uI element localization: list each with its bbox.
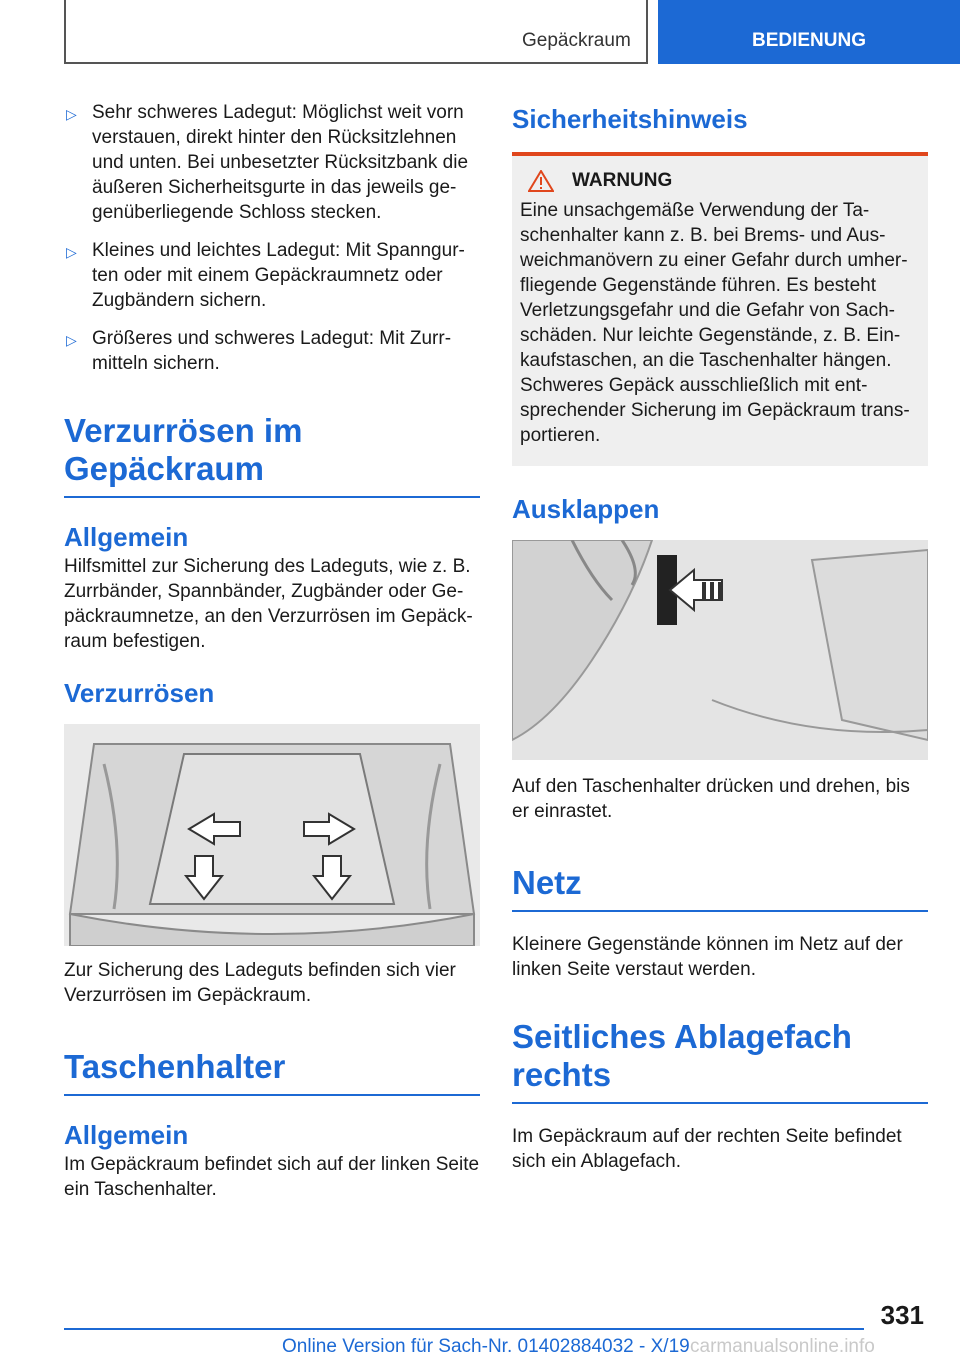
footer-divider: [64, 1328, 864, 1330]
warning-text: Eine unsachgemäße Verwendung der Ta‐ schenhalter kann z. B. bei Brems- und Aus‐ weichmanövern zu einer Gefahr durch umher‐ fliegende Gegenstände führen. Es besteht Verletzungsgefahr und die Gefahr von Sach‐ schäden. Nur leichte Gegenstände, z. B. Ein‐ kaufstaschen, an die Taschenhalter hängen. Schweres Gepäck ausschließlich mit ent‐ sprechender Sicherung im Gepäckraum trans‐ portieren.: [520, 200, 910, 446]
bullet-list: [64, 100, 480, 376]
heading-sicherheitshinweis: Sicherheitshinweis: [512, 104, 748, 134]
watermark: carmanualsonline.info: [690, 1336, 875, 1357]
right-column: [512, 100, 928, 1174]
paragraph-netz: Kleinere Gegenstände können im Netz auf der linken Seite verstaut werden.: [512, 934, 903, 980]
chapter-tab[interactable]: BEDIENUNG: [658, 0, 960, 64]
paragraph-ausklappen: Auf den Taschenhalter drücken und drehen, bis er einrastet.: [512, 776, 910, 822]
list-item: ▷ Sehr schweres Ladegut: Möglichst weit vorn verstauen, direkt hinter den Rücksitzlehnen und unten. Bei unbesetzter Rücksitzbank die äußeren Sicherheitsgurte in das jeweils ge‐ genüberliegende Schloss stecken.: [66, 102, 469, 223]
heading-allgemein-2: Allgemein: [64, 1120, 189, 1150]
triangle-bullet-icon: ▷: [66, 332, 77, 348]
warning-title: WARNUNG: [528, 170, 920, 192]
page-number: 331: [880, 1300, 924, 1330]
paragraph-ablagefach: Im Gepäckraum auf der rechten Seite befindet sich ein Ablagefach.: [512, 1126, 902, 1172]
left-column: [64, 100, 480, 1202]
heading-ablagefach: Seitliches Ablagefach rechts: [512, 1018, 928, 1104]
footer-online-version: Online Version für Sach-Nr. 01402884032 - X/19: [282, 1336, 690, 1357]
bag-hook-image: [512, 540, 928, 760]
triangle-bullet-icon: ▷: [66, 106, 77, 122]
heading-verzurroesen-sub: Verzurrösen: [64, 678, 215, 708]
section-title: Gepäckraum: [522, 30, 631, 51]
list-item: ▷ Größeres und schweres Ladegut: Mit Zurr‐ mitteln sichern.: [66, 328, 452, 374]
heading-verzurroesen: Verzurrösen im Gepäckraum: [64, 412, 480, 498]
triangle-bullet-icon: ▷: [66, 244, 77, 260]
heading-allgemein: Allgemein: [64, 522, 189, 552]
paragraph-verzurroesen: Zur Sicherung des Ladeguts befinden sich vier Verzurrösen im Gepäckraum.: [64, 960, 456, 1006]
paragraph-allgemein: Hilfsmittel zur Sicherung des Ladeguts, wie z. B. Zurrbänder, Spannbänder, Zugbänder oder Ge‐ päckraumnetze, an den Verzurrösen im Gepäck‐ raum befestigen.: [64, 556, 473, 652]
trunk-lashing-eyes-image: [64, 724, 480, 946]
paragraph-taschenhalter: Im Gepäckraum befindet sich auf der linken Seite ein Taschenhalter.: [64, 1154, 480, 1200]
heading-netz: Netz: [512, 864, 928, 912]
heading-ausklappen: Ausklappen: [512, 494, 660, 524]
heading-taschenhalter: Taschenhalter: [64, 1048, 480, 1096]
warning-box: [512, 152, 928, 466]
warning-triangle-icon: [528, 170, 554, 192]
list-item: ▷ Kleines und leichtes Ladegut: Mit Spanngur‐ ten oder mit einem Gepäckraumnetz oder Zugbändern sichern.: [66, 240, 465, 311]
